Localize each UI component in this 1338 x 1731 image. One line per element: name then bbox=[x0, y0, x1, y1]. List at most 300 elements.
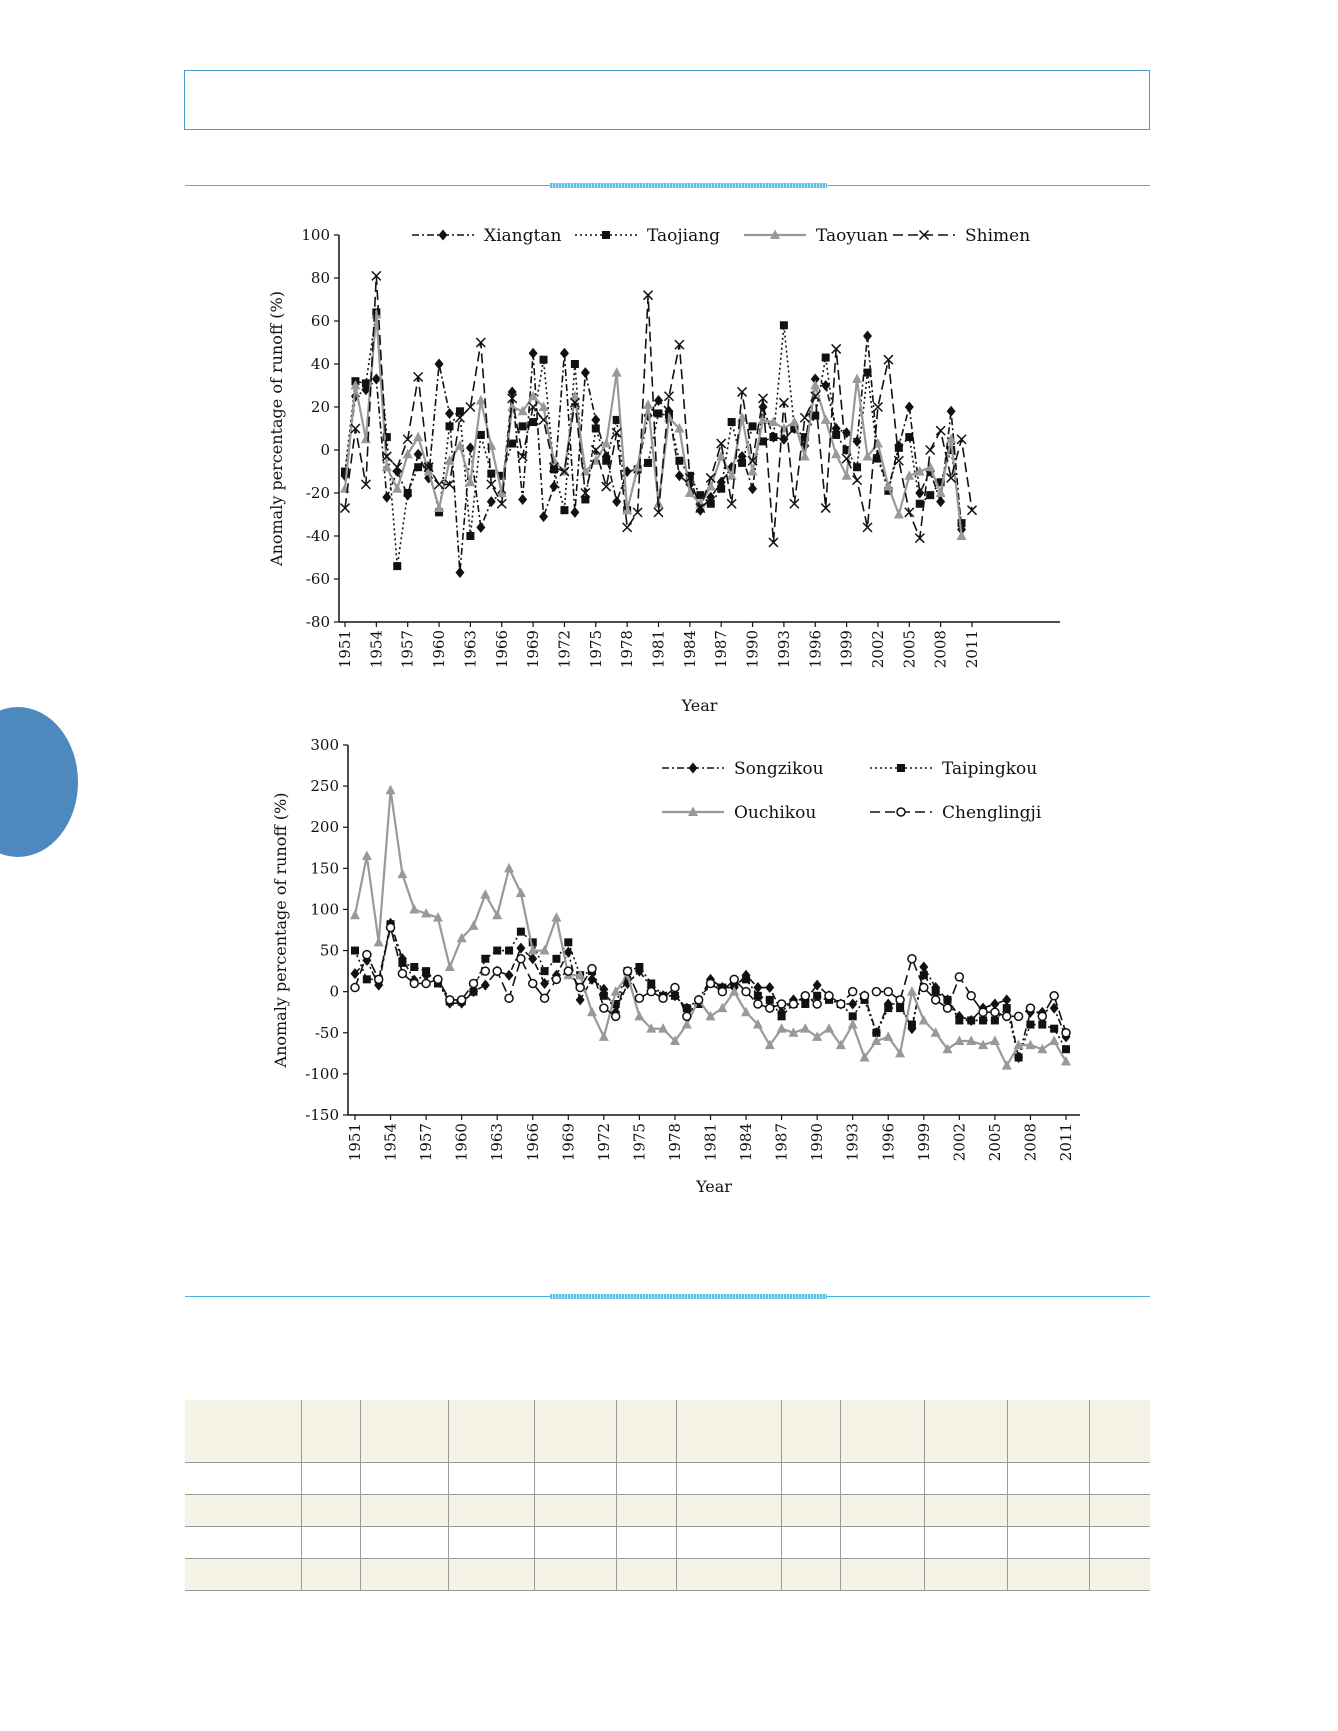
y-tick-label: -100 bbox=[305, 1064, 339, 1083]
data-point bbox=[936, 426, 945, 435]
data-point bbox=[470, 988, 478, 996]
table-row bbox=[185, 1463, 1150, 1495]
data-point bbox=[647, 979, 655, 987]
data-point bbox=[821, 414, 831, 424]
data-point bbox=[422, 967, 430, 975]
data-point bbox=[800, 1023, 810, 1033]
data-point bbox=[932, 996, 940, 1004]
data-point bbox=[435, 480, 444, 489]
data-point bbox=[1049, 1036, 1059, 1046]
data-point bbox=[517, 928, 525, 936]
data-point bbox=[422, 979, 430, 987]
data-point bbox=[812, 1031, 822, 1041]
x-tick-label: 1960 bbox=[452, 1123, 471, 1162]
x-tick-label: 1993 bbox=[843, 1123, 862, 1162]
y-tick-label: 60 bbox=[310, 312, 330, 330]
data-point bbox=[801, 1000, 809, 1008]
data-point bbox=[1050, 992, 1058, 1000]
data-point bbox=[551, 912, 561, 922]
y-tick-label: -60 bbox=[305, 570, 330, 588]
data-point bbox=[493, 967, 501, 975]
data-point bbox=[602, 457, 610, 465]
data-point bbox=[932, 988, 940, 996]
data-point bbox=[570, 507, 579, 518]
data-point bbox=[1026, 1004, 1034, 1012]
data-point bbox=[481, 955, 489, 963]
data-point bbox=[955, 1016, 963, 1024]
y-tick-label: 100 bbox=[301, 226, 330, 244]
data-point bbox=[778, 1012, 786, 1020]
legend-marker bbox=[439, 230, 448, 241]
legend-label: Songzikou bbox=[734, 759, 824, 779]
data-point bbox=[789, 417, 799, 427]
data-point bbox=[398, 970, 406, 978]
legend-label: Taoyuan bbox=[816, 226, 889, 246]
x-axis-label: Year bbox=[696, 1177, 732, 1196]
data-point bbox=[505, 994, 513, 1002]
y-tick-label: -80 bbox=[305, 613, 330, 631]
x-tick-label: 1996 bbox=[806, 630, 825, 669]
data-point bbox=[540, 978, 549, 989]
data-point bbox=[777, 1023, 787, 1033]
data-point bbox=[504, 863, 514, 873]
data-point bbox=[979, 1008, 987, 1016]
data-point bbox=[728, 418, 736, 426]
y-tick-label: 0 bbox=[320, 441, 330, 459]
data-point bbox=[374, 937, 384, 947]
table-row bbox=[185, 1559, 1150, 1591]
data-point bbox=[362, 851, 372, 861]
data-point bbox=[571, 360, 579, 368]
legend-label: Taojiang bbox=[647, 226, 721, 246]
data-point bbox=[587, 1007, 597, 1017]
data-point bbox=[832, 431, 840, 439]
x-tick-label: 1999 bbox=[914, 1123, 933, 1162]
table-row bbox=[185, 1527, 1150, 1559]
x-tick-label: 1972 bbox=[594, 1123, 613, 1162]
data-point bbox=[920, 971, 928, 979]
data-point bbox=[675, 457, 683, 465]
x-tick-label: 1957 bbox=[417, 1123, 436, 1162]
data-point bbox=[552, 955, 560, 963]
data-point bbox=[392, 483, 402, 493]
data-point bbox=[414, 463, 422, 471]
data-point bbox=[766, 996, 774, 1004]
x-tick-label: 1957 bbox=[398, 630, 417, 669]
data-point bbox=[552, 975, 560, 983]
data-point bbox=[944, 1004, 952, 1012]
data-point bbox=[920, 984, 928, 992]
data-point bbox=[635, 994, 643, 1002]
x-tick-label: 2005 bbox=[985, 1123, 1004, 1162]
data-point bbox=[742, 988, 750, 996]
data-point bbox=[864, 369, 872, 377]
data-point bbox=[991, 1008, 999, 1016]
y-tick-label: 250 bbox=[310, 777, 339, 796]
x-tick-label: 1966 bbox=[492, 630, 511, 669]
data-point bbox=[375, 975, 383, 983]
data-point bbox=[519, 422, 527, 430]
x-tick-label: 1978 bbox=[618, 630, 637, 669]
legend-label: Chenglingji bbox=[942, 803, 1042, 823]
legend-item-songzikou bbox=[662, 759, 824, 779]
data-point bbox=[957, 531, 967, 541]
data-point bbox=[730, 975, 738, 983]
legend-item-ouchikou bbox=[662, 803, 816, 823]
legend-marker bbox=[897, 808, 905, 816]
data-point bbox=[413, 432, 423, 442]
legend-label: Taipingkou bbox=[942, 759, 1038, 779]
chart-runoff-anomaly-four-rivers bbox=[260, 215, 1080, 725]
data-point bbox=[446, 422, 454, 430]
data-point bbox=[612, 496, 621, 507]
data-point bbox=[967, 992, 975, 1000]
table-header-row bbox=[185, 1400, 1150, 1463]
data-point bbox=[824, 1023, 834, 1033]
data-point bbox=[539, 511, 548, 522]
data-point bbox=[754, 992, 762, 1000]
data-point bbox=[831, 449, 841, 459]
x-tick-label: 1963 bbox=[488, 1123, 507, 1162]
data-point bbox=[560, 348, 569, 359]
data-point bbox=[883, 1031, 893, 1041]
data-point bbox=[947, 406, 956, 417]
data-point bbox=[581, 367, 590, 378]
legend-item-taoyuan bbox=[744, 226, 888, 246]
data-point bbox=[643, 399, 653, 409]
y-tick-label: 80 bbox=[310, 269, 330, 287]
table-row bbox=[185, 1495, 1150, 1527]
data-point bbox=[991, 1016, 999, 1024]
data-point bbox=[560, 506, 568, 514]
x-tick-label: 2011 bbox=[1057, 1123, 1075, 1162]
y-axis-label: Anomaly percentage of runoff (%) bbox=[271, 792, 290, 1068]
data-point bbox=[434, 975, 442, 983]
data-point bbox=[470, 979, 478, 987]
data-point bbox=[508, 440, 516, 448]
data-point bbox=[718, 988, 726, 996]
data-point bbox=[821, 380, 830, 391]
series-ouchikou bbox=[350, 785, 1071, 1070]
x-tick-label: 1993 bbox=[774, 630, 793, 669]
data-point bbox=[434, 503, 444, 513]
data-point bbox=[849, 988, 857, 996]
data-point bbox=[908, 1021, 916, 1029]
data-point bbox=[778, 1000, 786, 1008]
data-point bbox=[481, 980, 490, 991]
data-point bbox=[919, 1015, 929, 1025]
data-point bbox=[612, 1012, 620, 1020]
x-tick-label: 1972 bbox=[555, 630, 574, 669]
data-point bbox=[853, 476, 862, 485]
x-tick-label: 1978 bbox=[665, 1123, 684, 1162]
side-tab bbox=[0, 707, 78, 857]
data-point bbox=[896, 996, 904, 1004]
data-point bbox=[936, 496, 945, 507]
x-tick-label: 2005 bbox=[900, 630, 919, 669]
series-shimen bbox=[341, 271, 977, 547]
data-point bbox=[754, 1000, 762, 1008]
x-tick-label: 1996 bbox=[879, 1123, 898, 1162]
data-point bbox=[1015, 1053, 1023, 1061]
y-tick-label: -50 bbox=[314, 1023, 339, 1042]
data-point bbox=[361, 434, 371, 444]
data-point bbox=[591, 414, 600, 425]
data-point bbox=[592, 425, 600, 433]
x-tick-label: 2008 bbox=[1021, 1123, 1040, 1162]
data-point bbox=[925, 462, 935, 472]
data-point bbox=[1038, 1021, 1046, 1029]
y-tick-label: 0 bbox=[329, 982, 339, 1001]
data-point bbox=[541, 994, 549, 1002]
data-point bbox=[588, 965, 596, 973]
x-tick-label: 1975 bbox=[586, 630, 605, 669]
y-tick-label: 100 bbox=[310, 900, 339, 919]
legend-label: Ouchikou bbox=[734, 803, 817, 823]
top-divider bbox=[185, 185, 1150, 186]
data-point bbox=[647, 988, 655, 996]
data-point bbox=[387, 924, 395, 932]
data-point bbox=[884, 988, 892, 996]
data-point bbox=[990, 1036, 1000, 1046]
data-point bbox=[895, 444, 903, 452]
x-tick-label: 1966 bbox=[523, 1123, 542, 1162]
data-point bbox=[487, 496, 496, 507]
data-point bbox=[1038, 1012, 1046, 1020]
data-point bbox=[1026, 1021, 1034, 1029]
y-tick-label: 50 bbox=[319, 941, 339, 960]
data-point bbox=[837, 1000, 845, 1008]
x-tick-label: 1987 bbox=[712, 630, 731, 669]
data-point bbox=[915, 488, 924, 499]
data-point bbox=[1003, 1004, 1011, 1012]
data-point bbox=[908, 955, 916, 963]
data-point bbox=[801, 992, 809, 1000]
legend-item-taojiang bbox=[575, 226, 720, 246]
legend-marker bbox=[689, 763, 698, 774]
data-point bbox=[493, 947, 501, 955]
data-point bbox=[822, 354, 830, 362]
data-point bbox=[612, 367, 622, 377]
data-point bbox=[517, 955, 525, 963]
data-point bbox=[695, 996, 703, 1004]
data-point bbox=[842, 470, 852, 480]
data-point bbox=[564, 938, 572, 946]
data-point bbox=[766, 1004, 774, 1012]
data-point bbox=[769, 433, 777, 441]
data-point bbox=[477, 431, 485, 439]
data-point bbox=[518, 494, 527, 505]
data-point bbox=[516, 943, 525, 954]
legend-label: Xiangtan bbox=[484, 226, 562, 246]
data-point bbox=[541, 967, 549, 975]
data-point bbox=[748, 483, 757, 494]
data-point bbox=[1050, 1025, 1058, 1033]
chart-runoff-anomaly-three-outlets bbox=[260, 735, 1100, 1210]
data-point bbox=[1015, 1012, 1023, 1020]
data-point bbox=[926, 446, 935, 455]
data-point bbox=[884, 1004, 892, 1012]
data-point bbox=[936, 488, 946, 498]
data-point bbox=[789, 1000, 797, 1008]
data-point bbox=[363, 951, 371, 959]
data-point bbox=[863, 331, 872, 342]
data-point bbox=[404, 489, 412, 497]
legend-marker bbox=[897, 764, 905, 772]
x-tick-label: 1969 bbox=[524, 630, 543, 669]
data-point bbox=[655, 409, 663, 417]
data-point bbox=[742, 975, 750, 983]
data-point bbox=[386, 785, 396, 795]
data-point bbox=[967, 1016, 975, 1024]
legend-item-shimen bbox=[893, 226, 1030, 246]
data-point bbox=[435, 359, 444, 370]
x-tick-label: 1984 bbox=[737, 1123, 756, 1162]
data-point bbox=[445, 962, 455, 972]
data-point bbox=[1003, 1012, 1011, 1020]
data-point bbox=[363, 975, 371, 983]
data-point bbox=[455, 567, 464, 578]
data-point bbox=[894, 509, 904, 519]
data-point bbox=[707, 500, 715, 508]
legend-item-taipingkou bbox=[870, 759, 1037, 779]
y-tick-label: 40 bbox=[310, 355, 330, 373]
data-point bbox=[872, 988, 880, 996]
data-point bbox=[529, 348, 538, 359]
data-point bbox=[409, 904, 419, 914]
x-tick-label: 1975 bbox=[630, 1123, 649, 1162]
y-tick-label: -40 bbox=[305, 527, 330, 545]
data-point bbox=[624, 967, 632, 975]
data-point bbox=[564, 967, 572, 975]
data-point bbox=[842, 454, 851, 463]
data-point bbox=[481, 967, 489, 975]
data-point bbox=[905, 402, 914, 413]
data-point bbox=[800, 413, 809, 422]
x-axis-label: Year bbox=[681, 696, 718, 715]
data-point bbox=[813, 992, 821, 1000]
data-point bbox=[813, 1000, 821, 1008]
x-tick-label: 1951 bbox=[336, 630, 354, 669]
data-point bbox=[749, 422, 757, 430]
data-point bbox=[480, 889, 490, 899]
data-point bbox=[916, 500, 924, 508]
y-tick-label: 20 bbox=[310, 398, 330, 416]
data-point bbox=[671, 984, 679, 992]
y-tick-label: -20 bbox=[305, 484, 330, 502]
data-point bbox=[717, 485, 725, 493]
data-point bbox=[883, 481, 893, 491]
data-point bbox=[351, 947, 359, 955]
data-point bbox=[382, 492, 391, 503]
data-point bbox=[659, 994, 667, 1002]
x-tick-label: 1990 bbox=[808, 1123, 827, 1162]
legend-label: Shimen bbox=[965, 226, 1031, 246]
y-tick-label: -150 bbox=[305, 1106, 339, 1124]
y-axis-label: Anomaly percentage of runoff (%) bbox=[267, 291, 286, 566]
data-point bbox=[635, 963, 643, 971]
data-point bbox=[505, 970, 514, 981]
data-point bbox=[1062, 1029, 1070, 1037]
y-tick-label: 200 bbox=[310, 818, 339, 837]
data-point bbox=[1062, 1045, 1070, 1053]
data-point bbox=[907, 986, 917, 995]
data-point bbox=[540, 356, 548, 364]
x-tick-label: 2002 bbox=[868, 630, 887, 669]
data-point bbox=[979, 1016, 987, 1024]
bottom-divider bbox=[185, 1296, 1150, 1297]
data-point bbox=[393, 562, 401, 570]
data-point bbox=[675, 470, 684, 481]
data-point bbox=[410, 963, 418, 971]
data-point bbox=[926, 491, 934, 499]
data-point bbox=[848, 1019, 858, 1029]
data-point bbox=[810, 380, 820, 390]
data-point bbox=[919, 962, 928, 973]
x-tick-label: 1954 bbox=[381, 1123, 400, 1162]
data-point bbox=[445, 408, 454, 419]
data-point bbox=[644, 459, 652, 467]
x-tick-label: 1951 bbox=[346, 1123, 364, 1162]
x-tick-label: 1990 bbox=[743, 630, 762, 669]
x-tick-label: 1981 bbox=[701, 1123, 720, 1162]
x-tick-label: 2011 bbox=[963, 630, 981, 669]
data-table bbox=[185, 1400, 1150, 1591]
data-point bbox=[683, 1012, 691, 1020]
legend-marker bbox=[602, 231, 610, 239]
data-point bbox=[476, 522, 485, 533]
data-point bbox=[811, 412, 819, 420]
data-point bbox=[905, 433, 913, 441]
data-point bbox=[505, 947, 513, 955]
data-point bbox=[466, 532, 474, 540]
data-point bbox=[516, 888, 526, 898]
data-point bbox=[955, 973, 963, 981]
x-tick-label: 1969 bbox=[559, 1123, 578, 1162]
data-point bbox=[852, 374, 862, 384]
x-tick-label: 1981 bbox=[649, 630, 668, 669]
data-point bbox=[861, 992, 869, 1000]
x-tick-label: 1954 bbox=[367, 630, 386, 669]
data-point bbox=[458, 996, 466, 1004]
x-tick-label: 1960 bbox=[430, 630, 449, 669]
data-point bbox=[896, 1004, 904, 1012]
data-point bbox=[350, 910, 360, 920]
data-point bbox=[765, 982, 774, 993]
data-point bbox=[748, 466, 758, 476]
data-point bbox=[529, 979, 537, 987]
data-point bbox=[599, 1031, 609, 1041]
y-tick-label: 150 bbox=[310, 859, 339, 878]
data-point bbox=[738, 459, 746, 467]
x-tick-label: 1963 bbox=[461, 630, 480, 669]
y-tick-label: 300 bbox=[310, 736, 339, 754]
data-point bbox=[576, 994, 585, 1005]
data-point bbox=[1002, 994, 1011, 1005]
data-point bbox=[825, 992, 833, 1000]
x-tick-label: 1999 bbox=[837, 630, 856, 669]
x-tick-label: 2002 bbox=[950, 1123, 969, 1162]
data-point bbox=[600, 1004, 608, 1012]
data-point bbox=[576, 984, 584, 992]
legend-item-chenglingji bbox=[870, 803, 1042, 823]
data-point bbox=[780, 321, 788, 329]
x-tick-label: 2008 bbox=[931, 630, 950, 669]
data-point bbox=[707, 979, 715, 987]
data-point bbox=[362, 379, 370, 387]
data-point bbox=[848, 999, 857, 1010]
data-point bbox=[410, 979, 418, 987]
